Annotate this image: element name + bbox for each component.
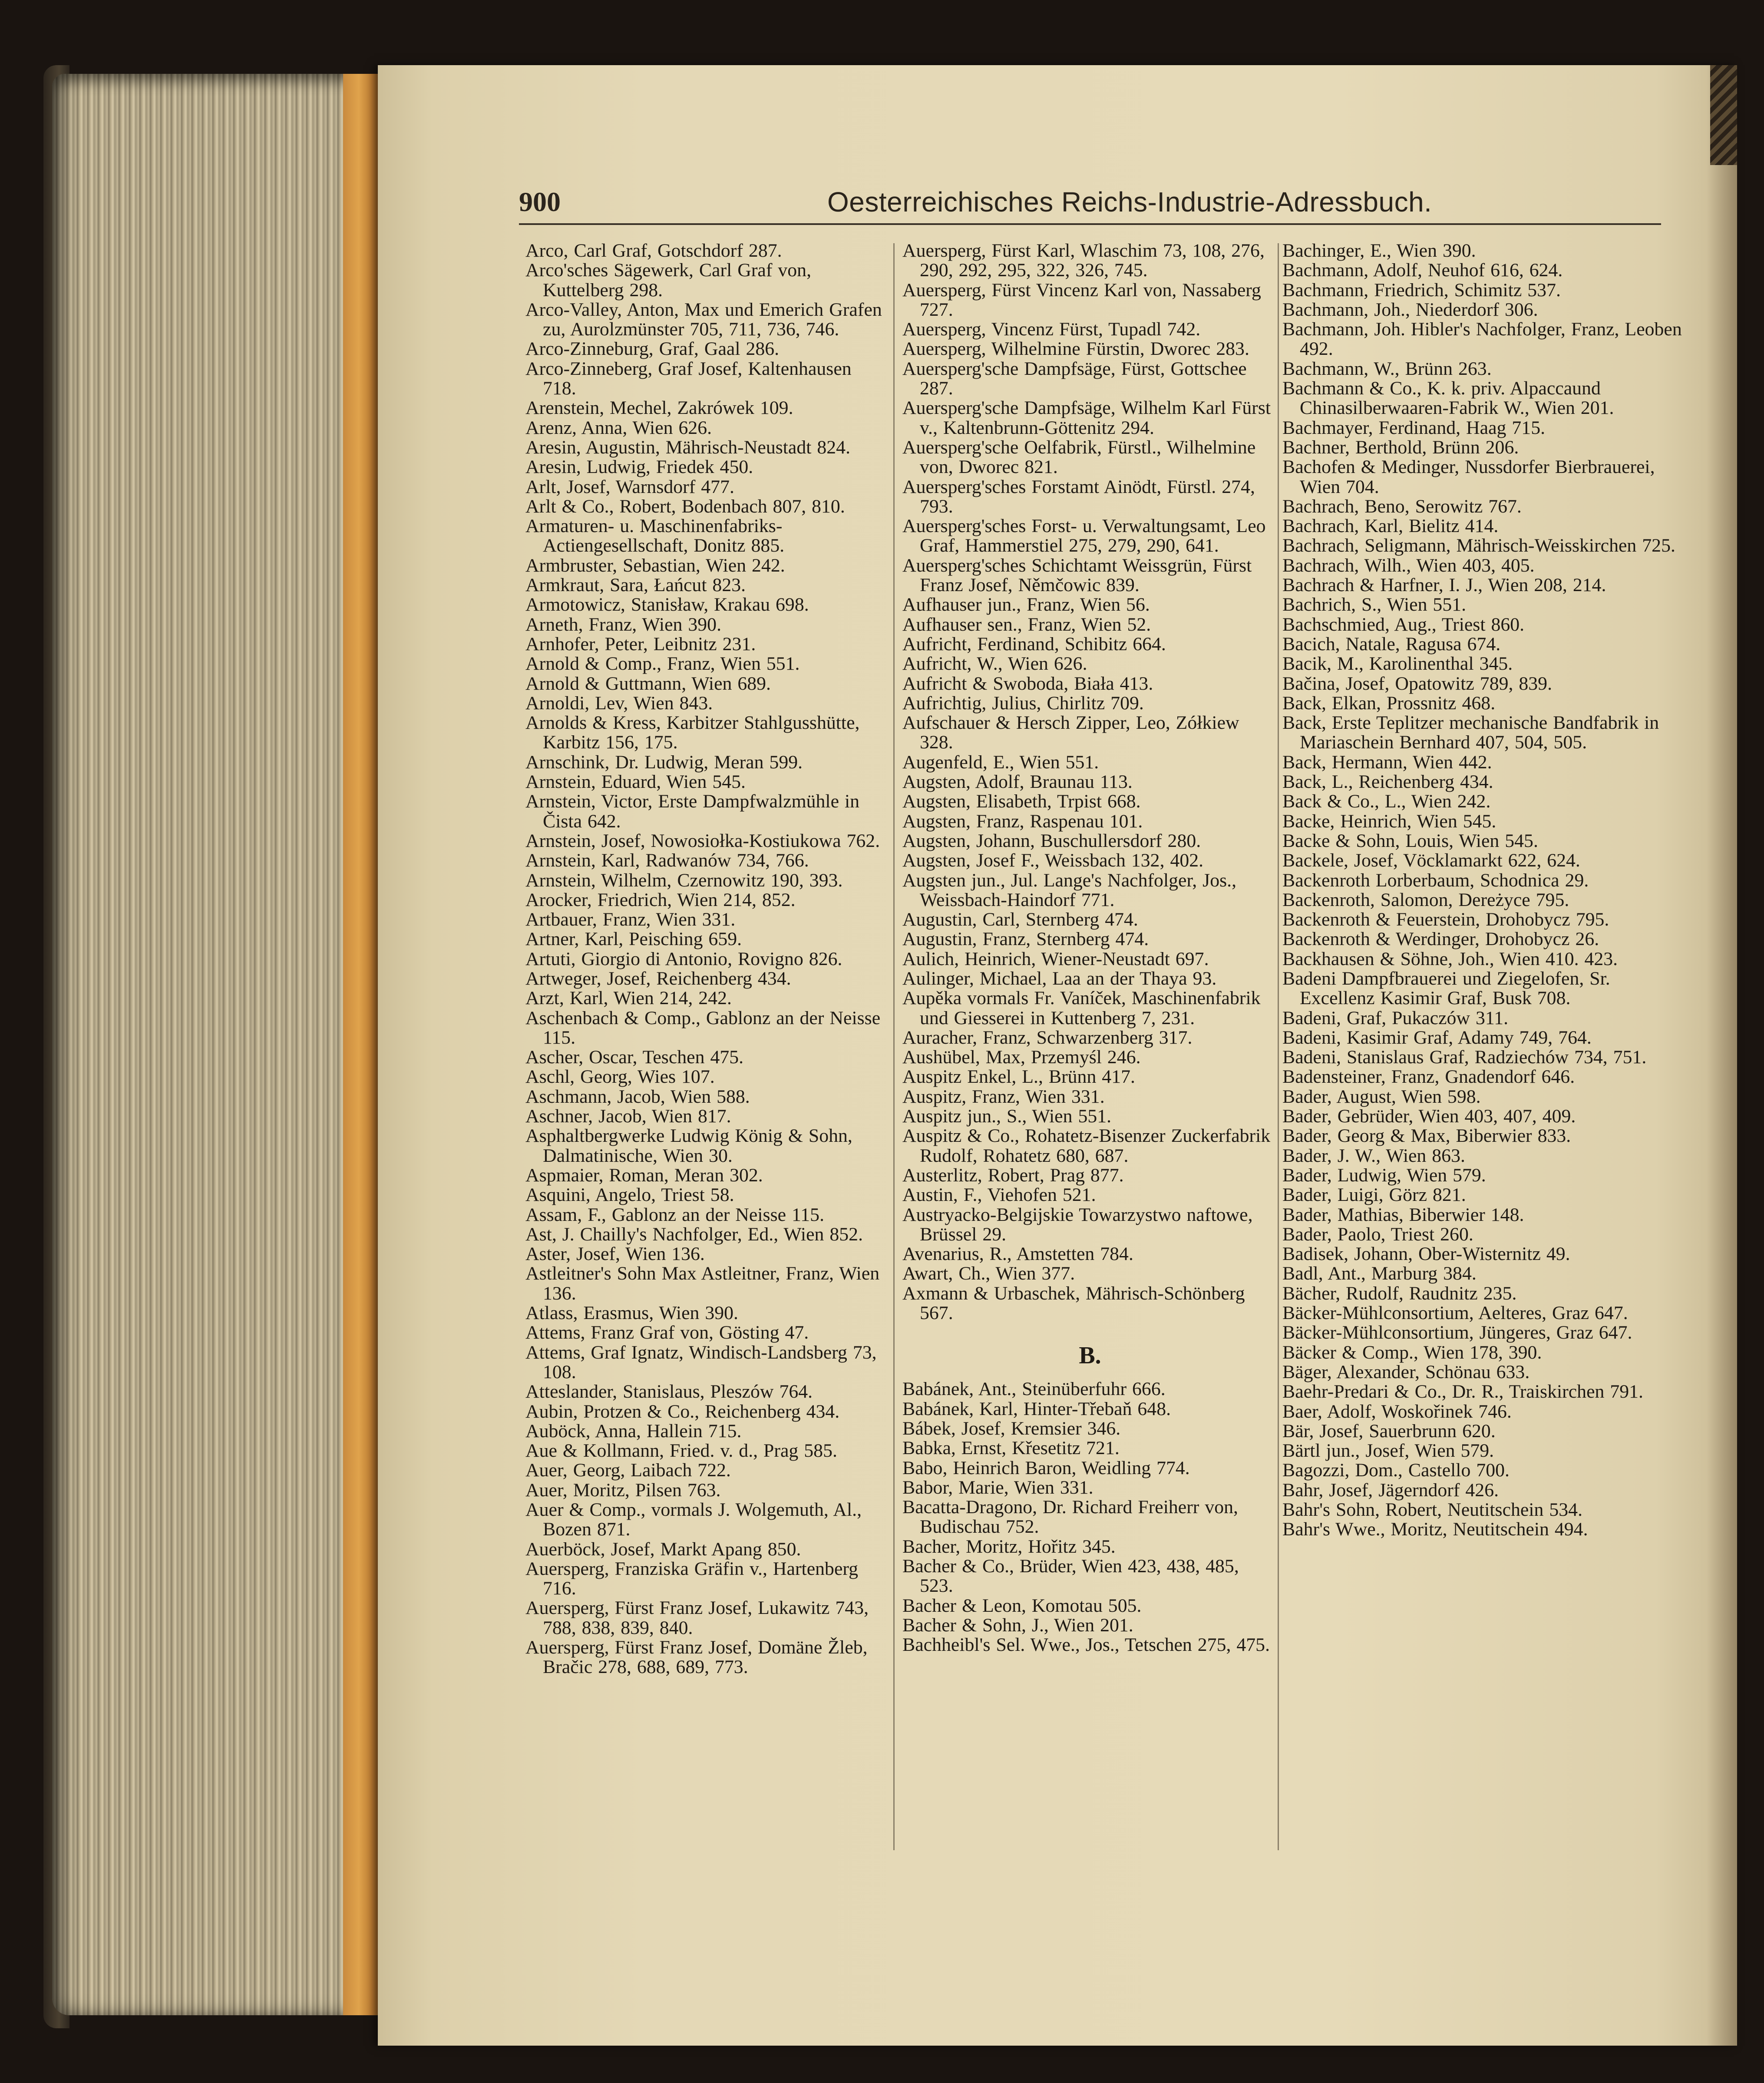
column-divider: [1278, 243, 1279, 1850]
directory-column-3: [1282, 241, 1691, 1540]
directory-entry: Arco'sches Sägewerk, Carl Graf von, Kuttelberg 298.: [525, 260, 812, 301]
directory-entry: Aubin, Protzen & Co., Reichenberg 434.: [525, 1401, 840, 1422]
directory-entry: Arneth, Franz, Wien 390.: [525, 614, 722, 635]
directory-entry: Bachschmied, Aug., Triest 860.: [1282, 614, 1525, 635]
directory-entry: Augsten jun., Jul. Lange's Nachfolger, Jos., Weissbach-Haindorf 771.: [902, 870, 1237, 910]
directory-entry: Aufricht, W., Wien 626.: [902, 653, 1087, 674]
directory-entry: Bader, Luigi, Görz 821.: [1282, 1184, 1466, 1206]
directory-entry: Aushübel, Max, Przemyśl 246.: [902, 1047, 1141, 1068]
directory-entry: Asquini, Angelo, Triest 58.: [525, 1184, 734, 1206]
directory-entry: Arco, Carl Graf, Gotschdorf 287.: [525, 240, 782, 261]
directory-entry: Babánek, Karl, Hinter-Třebaň 648.: [902, 1398, 1171, 1419]
directory-entry: Aspmaier, Roman, Meran 302.: [525, 1164, 763, 1186]
column-divider: [893, 243, 895, 1850]
directory-entry: Augsten, Franz, Raspenau 101.: [902, 810, 1143, 832]
directory-entry: Arnstein, Victor, Erste Dampfwalzmühle in Čista 642.: [525, 791, 860, 832]
directory-entry: Arnold & Guttmann, Wien 689.: [525, 673, 771, 694]
directory-entry: Aresin, Augustin, Mährisch-Neustadt 824.: [525, 436, 851, 458]
page-stack-edge: [52, 74, 382, 2015]
directory-entry: Attems, Graf Ignatz, Windisch-Landsberg 73, 108.: [525, 1342, 877, 1382]
directory-entry: Bahr's Wwe., Moritz, Neutitschein 494.: [1282, 1519, 1588, 1540]
page-number: 900: [519, 186, 561, 217]
directory-entry: Augsten, Johann, Buschullersdorf 280.: [902, 830, 1201, 851]
page-gutter-shadow: [1707, 65, 1737, 2046]
directory-entry: Baehr-Predari & Co., Dr. R., Traiskirchen 791.: [1282, 1381, 1644, 1402]
directory-entry: Bachmann, Friedrich, Schimitz 537.: [1282, 279, 1561, 301]
directory-entry: Attems, Franz Graf von, Gösting 47.: [525, 1322, 809, 1343]
directory-entry: Aufricht, Ferdinand, Schibitz 664.: [902, 633, 1166, 655]
directory-entry: Bachinger, E., Wien 390.: [1282, 240, 1476, 261]
directory-entry: Auspitz & Co., Rohatetz-Bisenzer Zuckerfabrik Rudolf, Rohatetz 680, 687.: [902, 1125, 1271, 1166]
directory-entry: Astleitner's Sohn Max Astleitner, Franz, Wien 136.: [525, 1263, 880, 1304]
directory-entry: Arlt, Josef, Warnsdorf 477.: [525, 476, 734, 497]
directory-entry: Backe, Heinrich, Wien 545.: [1282, 810, 1496, 832]
directory-entry: Armbruster, Sebastian, Wien 242.: [525, 555, 785, 576]
directory-entry: Bachrach, Wilh., Wien 403, 405.: [1282, 555, 1535, 576]
directory-entry: Bäger, Alexander, Schönau 633.: [1282, 1361, 1530, 1382]
directory-entry: Auersperg, Fürst Vincenz Karl von, Nassaberg 727.: [902, 279, 1261, 320]
directory-entry: Artweger, Josef, Reichenberg 434.: [525, 968, 791, 989]
directory-entry: Bachrach, Seligmann, Mährisch-Weisskirchen 725.: [1282, 535, 1675, 556]
directory-entry: Back, L., Reichenberg 434.: [1282, 771, 1493, 793]
directory-entry: Arnstein, Eduard, Wien 545.: [525, 771, 746, 793]
directory-entry: Arco-Zinneburg, Graf, Gaal 286.: [525, 338, 780, 360]
directory-entry: Auersperg, Fürst Karl, Wlaschim 73, 108, 276, 290, 292, 295, 322, 326, 745.: [902, 240, 1265, 281]
directory-entry: Badeni, Graf, Pukaczów 311.: [1282, 1007, 1509, 1028]
directory-entry: Bachheibl's Sel. Wwe., Jos., Tetschen 275, 475.: [902, 1634, 1270, 1656]
directory-entry: Augsten, Adolf, Braunau 113.: [902, 771, 1133, 793]
directory-entry: Bachmann, Adolf, Neuhof 616, 624.: [1282, 260, 1563, 281]
directory-entry: Backenroth, Salomon, Dereżyce 795.: [1282, 889, 1569, 910]
directory-entry: Arnschink, Dr. Ludwig, Meran 599.: [525, 751, 803, 773]
directory-entry: Armkraut, Sara, Łańcut 823.: [525, 575, 746, 596]
directory-entry: Ast, J. Chailly's Nachfolger, Ed., Wien 852.: [525, 1223, 863, 1245]
directory-entry: Augsten, Josef F., Weissbach 132, 402.: [902, 850, 1204, 871]
directory-entry: Auersperg'sches Forstamt Ainödt, Fürstl. 274, 793.: [902, 476, 1255, 517]
directory-entry: Aue & Kollmann, Fried. v. d., Prag 585.: [525, 1440, 837, 1461]
directory-entry: Auspitz Enkel, L., Brünn 417.: [902, 1066, 1135, 1088]
directory-entry: Arnhofer, Peter, Leibnitz 231.: [525, 633, 756, 655]
directory-entry: Bader, Ludwig, Wien 579.: [1282, 1164, 1486, 1186]
directory-entry: Bábek, Josef, Kremsier 346.: [902, 1418, 1121, 1439]
directory-entry: Bacich, Natale, Ragusa 674.: [1282, 633, 1501, 655]
directory-entry: Bachrach, Karl, Bielitz 414.: [1282, 516, 1499, 537]
directory-entry: Back, Erste Teplitzer mechanische Bandfabrik in Mariaschein Bernhard 407, 504, 505.: [1282, 712, 1659, 753]
directory-entry: Auersperg'sche Dampfsäge, Fürst, Gottschee 287.: [902, 358, 1247, 399]
directory-entry: Auer, Georg, Laibach 722.: [525, 1460, 731, 1481]
directory-entry: Bačina, Josef, Opatowitz 789, 839.: [1282, 673, 1553, 694]
directory-entry: Auer, Moritz, Pilsen 763.: [525, 1479, 721, 1501]
directory-entry: Bahr's Sohn, Robert, Neutitschein 534.: [1282, 1499, 1583, 1520]
directory-entry: Babánek, Ant., Steinüberfuhr 666.: [902, 1379, 1166, 1400]
directory-entry: Austryacko-Belgijskie Towarzystwo naftowe, Brüssel 29.: [902, 1204, 1253, 1245]
directory-entry: Auböck, Anna, Hallein 715.: [525, 1420, 742, 1442]
directory-entry: Auerböck, Josef, Markt Apang 850.: [525, 1538, 801, 1560]
running-header: [519, 185, 1622, 219]
directory-entry: Aschenbach & Comp., Gablonz an der Neisse 115.: [525, 1007, 881, 1048]
directory-entry: Artuti, Giorgio di Antonio, Rovigno 826.: [525, 948, 842, 969]
directory-entry: Bachmayer, Ferdinand, Haag 715.: [1282, 417, 1546, 438]
directory-entry: Bärtl jun., Josef, Wien 579.: [1282, 1440, 1494, 1461]
directory-entry: Arnoldi, Lev, Wien 843.: [525, 692, 713, 714]
directory-entry: Armaturen- u. Maschinenfabriks-Actiengesellschaft, Donitz 885.: [525, 516, 785, 556]
directory-entry: Bär, Josef, Sauerbrunn 620.: [1282, 1420, 1496, 1442]
directory-entry: Aufschauer & Hersch Zipper, Leo, Zółkiew 328.: [902, 712, 1239, 753]
directory-entry: Bacik, M., Karolinenthal 345.: [1282, 653, 1513, 674]
directory-entry: Axmann & Urbaschek, Mährisch-Schönberg 567.: [902, 1283, 1245, 1324]
directory-entry: Avenarius, R., Amstetten 784.: [902, 1243, 1133, 1265]
running-title: Oesterreichisches Reichs-Industrie-Adressbuch.: [827, 186, 1432, 218]
directory-entry: Backele, Josef, Vöcklamarkt 622, 624.: [1282, 850, 1580, 871]
directory-entry: Backe & Sohn, Louis, Wien 545.: [1282, 830, 1538, 851]
directory-entry: Bachmann, Joh. Hibler's Nachfolger, Franz, Leoben 492.: [1282, 319, 1682, 360]
directory-entry: Augustin, Carl, Sternberg 474.: [902, 909, 1138, 930]
directory-entry: Backenroth & Feuerstein, Drohobycz 795.: [1282, 909, 1609, 930]
directory-entry: Aulich, Heinrich, Wiener-Neustadt 697.: [902, 948, 1209, 969]
directory-entry: Atlass, Erasmus, Wien 390.: [525, 1303, 739, 1324]
directory-entry: Backenroth & Werdinger, Drohobycz 26.: [1282, 929, 1599, 950]
directory-entry: Auer & Comp., vormals J. Wolgemuth, Al., Bozen 871.: [525, 1499, 862, 1540]
directory-entry: Ascher, Oscar, Teschen 475.: [525, 1047, 744, 1068]
directory-entry: Babor, Marie, Wien 331.: [902, 1477, 1093, 1498]
directory-entry: Bächer, Rudolf, Raudnitz 235.: [1282, 1283, 1517, 1304]
directory-entry: Bachofen & Medinger, Nussdorfer Bierbrauerei, Wien 704.: [1282, 456, 1655, 497]
directory-entry: Bader, August, Wien 598.: [1282, 1086, 1481, 1107]
directory-entry: Bachmann, Joh., Niederdorf 306.: [1282, 299, 1538, 320]
directory-column-1: [525, 241, 890, 1677]
directory-entry: Arnstein, Josef, Nowosiołka-Kostiukowa 762.: [525, 830, 880, 851]
directory-entry: Bäcker & Comp., Wien 178, 390.: [1282, 1342, 1542, 1363]
directory-entry: Bahr, Josef, Jägerndorf 426.: [1282, 1479, 1499, 1501]
directory-entry: Auersperg'sches Schichtamt Weissgrün, Fürst Franz Josef, Němčowic 839.: [902, 555, 1252, 596]
directory-entry: Asphaltbergwerke Ludwig König & Sohn, Dalmatinische, Wien 30.: [525, 1125, 852, 1166]
directory-entry: Arlt & Co., Robert, Bodenbach 807, 810.: [525, 496, 845, 517]
directory-entry: Augenfeld, E., Wien 551.: [902, 751, 1099, 773]
directory-entry: Bäcker-Mühlconsortium, Jüngeres, Graz 647.: [1282, 1322, 1632, 1343]
directory-entry: Arenstein, Mechel, Zakrówek 109.: [525, 397, 793, 419]
directory-entry: Aulinger, Michael, Laa an der Thaya 93.: [902, 968, 1217, 989]
gilt-edge: [343, 74, 382, 2015]
directory-entry: Babka, Ernst, Křesetitz 721.: [902, 1438, 1120, 1459]
directory-entry: Badeni, Kasimir Graf, Adamy 749, 764.: [1282, 1027, 1592, 1048]
directory-entry: Back & Co., L., Wien 242.: [1282, 791, 1491, 812]
directory-entry: Assam, F., Gablonz an der Neisse 115.: [525, 1204, 825, 1225]
directory-entry: Aupěka vormals Fr. Vaníček, Maschinenfabrik und Giesserei in Kuttenberg 7, 231.: [902, 988, 1261, 1028]
directory-entry: Auersperg'sches Forst- u. Verwaltungsamt, Leo Graf, Hammerstiel 275, 279, 290, 641.: [902, 516, 1266, 556]
directory-entry: Bader, J. W., Wien 863.: [1282, 1145, 1465, 1166]
directory-entry: Bachmann & Co., K. k. priv. Alpaccaund Chinasilberwaaren-Fabrik W., Wien 201.: [1282, 378, 1614, 419]
directory-entry: Baer, Adolf, Woskořinek 746.: [1282, 1401, 1512, 1422]
directory-entry: Auersperg, Franziska Gräfin v., Hartenberg 716.: [525, 1558, 859, 1599]
directory-entry: Bader, Mathias, Biberwier 148.: [1282, 1204, 1524, 1225]
directory-entry: Back, Hermann, Wien 442.: [1282, 751, 1492, 773]
directory-entry: Badl, Ant., Marburg 384.: [1282, 1263, 1477, 1284]
directory-entry: Aufhauser jun., Franz, Wien 56.: [902, 594, 1150, 615]
directory-entry: Bachrach, Beno, Serowitz 767.: [1282, 496, 1522, 517]
directory-entry: Aresin, Ludwig, Friedek 450.: [525, 456, 753, 478]
directory-entry: Back, Elkan, Prossnitz 468.: [1282, 692, 1496, 714]
directory-entry: Artbauer, Franz, Wien 331.: [525, 909, 736, 930]
directory-entry: Auersperg, Wilhelmine Fürstin, Dworec 283.: [902, 338, 1249, 360]
directory-entry: Artner, Karl, Peisching 659.: [525, 929, 742, 950]
directory-entry: Auersperg, Vincenz Fürst, Tupadl 742.: [902, 319, 1201, 340]
directory-entry: Aufhauser sen., Franz, Wien 52.: [902, 614, 1151, 635]
directory-entry: Arnolds & Kress, Karbitzer Stahlgusshütte, Karbitz 156, 175.: [525, 712, 860, 753]
directory-entry: Aschl, Georg, Wies 107.: [525, 1066, 715, 1088]
directory-entry: Bachrich, S., Wien 551.: [1282, 594, 1467, 615]
directory-entry: Arco-Valley, Anton, Max und Emerich Grafen zu, Aurolzmünster 705, 711, 736, 746.: [525, 299, 882, 340]
directory-entry: Auracher, Franz, Schwarzenberg 317.: [902, 1027, 1193, 1048]
directory-entry: Bachner, Berthold, Brünn 206.: [1282, 436, 1519, 458]
directory-entry: Aufricht & Swoboda, Biała 413.: [902, 673, 1153, 694]
directory-entry: Bacher & Leon, Komotau 505.: [902, 1595, 1142, 1616]
directory-entry: Bäcker-Mühlconsortium, Aelteres, Graz 647.: [1282, 1303, 1628, 1324]
directory-entry: Bacatta-Dragono, Dr. Richard Freiherr von, Budischau 752.: [902, 1497, 1238, 1537]
directory-entry: Auersperg, Fürst Franz Josef, Lukawitz 743, 788, 838, 839, 840.: [525, 1597, 869, 1638]
directory-entry: Auersperg, Fürst Franz Josef, Domäne Žleb, Bračic 278, 688, 689, 773.: [525, 1637, 868, 1678]
directory-entry: Badeni Dampfbrauerei und Ziegelofen, Sr. Excellenz Kasimir Graf, Busk 708.: [1282, 968, 1610, 1009]
directory-entry: Badensteiner, Franz, Gnadendorf 646.: [1282, 1066, 1575, 1088]
directory-entry: Aschmann, Jacob, Wien 588.: [525, 1086, 750, 1107]
directory-entry: Auspitz, Franz, Wien 331.: [902, 1086, 1105, 1107]
directory-entry: Badeni, Stanislaus Graf, Radziechów 734, 751.: [1282, 1047, 1647, 1068]
directory-entry: Babo, Heinrich Baron, Weidling 774.: [902, 1457, 1190, 1478]
directory-entry: Auspitz jun., S., Wien 551.: [902, 1106, 1112, 1127]
directory-entry: Augustin, Franz, Sternberg 474.: [902, 929, 1149, 950]
directory-entry: Auersperg'sche Dampfsäge, Wilhelm Karl Fürst v., Kaltenbrunn-Göttenitz 294.: [902, 397, 1271, 438]
directory-entry: Bacher & Sohn, J., Wien 201.: [902, 1614, 1133, 1636]
directory-column-2: [902, 241, 1278, 1655]
directory-entry: Arnold & Comp., Franz, Wien 551.: [525, 653, 800, 674]
directory-entry: Aufrichtig, Julius, Chirlitz 709.: [902, 692, 1144, 714]
directory-entry: Arnstein, Wilhelm, Czernowitz 190, 393.: [525, 870, 843, 891]
directory-entry: Bacher & Co., Brüder, Wien 423, 438, 485, 523.: [902, 1556, 1239, 1597]
directory-entry: Arnstein, Karl, Radwanów 734, 766.: [525, 850, 809, 871]
directory-entry: Aster, Josef, Wien 136.: [525, 1243, 705, 1265]
bookmark-ribbon: [1710, 65, 1737, 165]
directory-entry: Atteslander, Stanislaus, Pleszów 764.: [525, 1381, 813, 1402]
directory-entry: Austerlitz, Robert, Prag 877.: [902, 1164, 1124, 1186]
directory-entry: Bacher, Moritz, Hořitz 345.: [902, 1536, 1116, 1557]
directory-entry: Austin, F., Viehofen 521.: [902, 1184, 1096, 1206]
directory-entry: Armotowicz, Stanisław, Krakau 698.: [525, 594, 809, 615]
directory-entry: Augsten, Elisabeth, Trpist 668.: [902, 791, 1141, 812]
header-rule: [519, 223, 1661, 225]
directory-entry: Awart, Ch., Wien 377.: [902, 1263, 1075, 1284]
directory-entry: Aschner, Jacob, Wien 817.: [525, 1106, 731, 1127]
directory-entry: Arzt, Karl, Wien 214, 242.: [525, 988, 732, 1009]
directory-entry: Bader, Georg & Max, Biberwier 833.: [1282, 1125, 1571, 1147]
directory-entry: Bachrach & Harfner, I. J., Wien 208, 214.: [1282, 575, 1606, 596]
directory-entry: Bagozzi, Dom., Castello 700.: [1282, 1460, 1510, 1481]
directory-entry: Bader, Paolo, Triest 260.: [1282, 1223, 1473, 1245]
directory-entry: Arco-Zinneberg, Graf Josef, Kaltenhausen 718.: [525, 358, 852, 399]
directory-entry: Arenz, Anna, Wien 626.: [525, 417, 712, 438]
directory-entry: Arocker, Friedrich, Wien 214, 852.: [525, 889, 796, 910]
directory-entry: Badisek, Johann, Ober-Wisternitz 49.: [1282, 1243, 1570, 1265]
directory-entry: Auersperg'sche Oelfabrik, Fürstl., Wilhelmine von, Dworec 821.: [902, 436, 1256, 478]
directory-entry: Backenroth Lorberbaum, Schodnica 29.: [1282, 870, 1589, 891]
directory-entry: Bachmann, W., Brünn 263.: [1282, 358, 1492, 379]
directory-entry: Bader, Gebrüder, Wien 403, 407, 409.: [1282, 1106, 1576, 1127]
section-heading: B.: [1079, 1342, 1101, 1369]
directory-entry: Backhausen & Söhne, Joh., Wien 410. 423.: [1282, 948, 1618, 969]
